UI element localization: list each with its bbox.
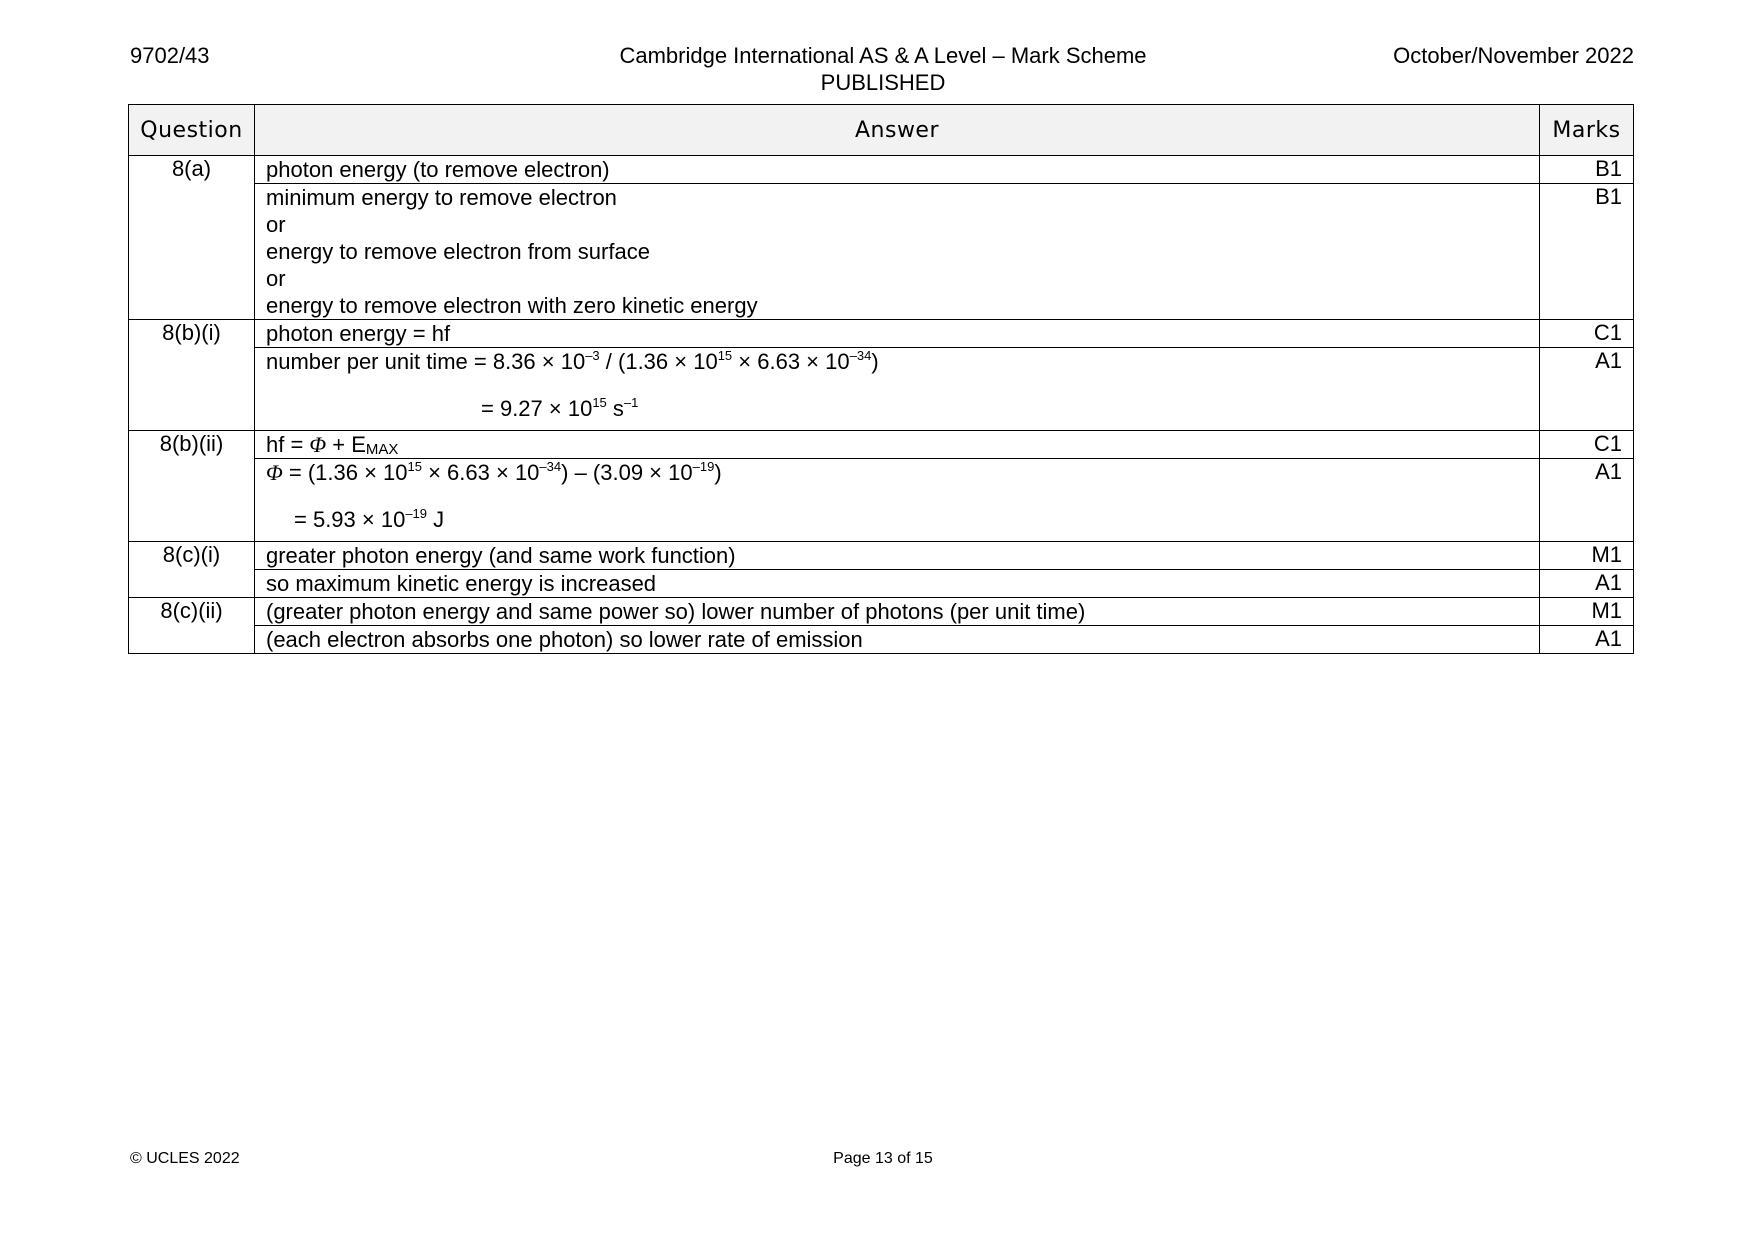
- phi-symbol: Φ: [266, 460, 283, 485]
- column-header-answer: Answer: [255, 105, 1540, 156]
- exponent: –34: [849, 348, 872, 363]
- answer-text: photon energy = hf: [266, 321, 451, 346]
- paper-code: 9702/43: [130, 43, 210, 68]
- exponent: 15: [717, 348, 733, 363]
- exponent: –34: [539, 459, 562, 474]
- equation-text: J: [427, 507, 445, 532]
- equation-text: ): [714, 460, 722, 485]
- column-header-marks: Marks: [1540, 105, 1634, 156]
- table-row: [129, 156, 1634, 184]
- table-row: [129, 320, 1634, 348]
- answer-text: photon energy (to remove electron): [266, 157, 610, 182]
- answer-text: so maximum kinetic energy is increased: [266, 571, 657, 596]
- exponent: –1: [623, 395, 639, 410]
- answer-line: energy to remove electron with zero kinetic energy: [266, 293, 758, 318]
- mark-cell: A1: [1540, 348, 1634, 431]
- mark-cell: C1: [1540, 431, 1634, 459]
- answer-equation-line: [266, 459, 1528, 486]
- mark-cell: A1: [1540, 626, 1634, 654]
- question-number: 8(c)(ii): [129, 598, 255, 654]
- answer-line: or: [266, 212, 286, 237]
- answer-cell: [255, 542, 1540, 570]
- equation-text: = 5.93 × 10: [294, 507, 406, 532]
- answer-cell: [255, 320, 1540, 348]
- exponent: 15: [407, 459, 422, 474]
- exponent: –3: [585, 348, 600, 363]
- exam-session: October/November 2022: [1393, 43, 1634, 68]
- equation-text: × 6.63 × 10: [732, 349, 850, 374]
- answer-equation-line: [266, 348, 1528, 375]
- exponent: –19: [405, 506, 428, 521]
- answer-cell: [255, 626, 1540, 654]
- equation-text: × 6.63 × 10: [421, 460, 540, 485]
- answer-result-line: [266, 395, 1528, 422]
- mark-cell: M1: [1540, 598, 1634, 626]
- answer-cell: [255, 570, 1540, 598]
- question-number: 8(b)(i): [129, 320, 255, 431]
- answer-cell: [255, 348, 1540, 431]
- table-row: [129, 542, 1634, 570]
- phi-symbol: Φ: [309, 432, 327, 457]
- answer-result-line: [266, 506, 1528, 533]
- equation-text: s: [606, 396, 624, 421]
- document-title: Cambridge International AS & A Level – Mark Scheme: [619, 43, 1147, 68]
- table-row: [129, 184, 1634, 320]
- document-subtitle: PUBLISHED: [820, 70, 946, 95]
- mark-cell: C1: [1540, 320, 1634, 348]
- mark-scheme-table: [128, 104, 1634, 654]
- subscript: MAX: [365, 441, 399, 458]
- equation-text: ): [871, 349, 879, 374]
- table-row: [129, 431, 1634, 459]
- column-header-question: Question: [129, 105, 255, 156]
- answer-cell: [255, 598, 1540, 626]
- equation-text: + E: [326, 432, 366, 457]
- table-row: [129, 348, 1634, 431]
- table-row: [129, 570, 1634, 598]
- table-row: [129, 626, 1634, 654]
- question-number: 8(a): [129, 156, 255, 320]
- answer-cell: [255, 156, 1540, 184]
- exponent: 15: [592, 395, 607, 410]
- equation-text: number per unit time = 8.36 × 10: [266, 349, 586, 374]
- equation-text: hf =: [266, 432, 310, 457]
- question-number: 8(b)(ii): [129, 431, 255, 542]
- table-row: [129, 459, 1634, 542]
- answer-cell: [255, 459, 1540, 542]
- table-header-row: [129, 105, 1634, 156]
- answer-line: energy to remove electron from surface: [266, 239, 650, 264]
- mark-cell: B1: [1540, 156, 1634, 184]
- answer-text: (greater photon energy and same power so) lower number of photons (per unit time): [266, 599, 1086, 624]
- answer-text: (each electron absorbs one photon) so lower rate of emission: [266, 627, 863, 652]
- equation-text: / (1.36 × 10: [599, 349, 718, 374]
- answer-text: greater photon energy (and same work function): [266, 543, 736, 568]
- equation-text: = 9.27 × 10: [481, 396, 593, 421]
- copyright-notice: © UCLES 2022: [130, 1150, 240, 1167]
- page-number: Page 13 of 15: [833, 1150, 933, 1167]
- exponent: –19: [692, 459, 715, 474]
- question-number: 8(c)(i): [129, 542, 255, 598]
- mark-cell: A1: [1540, 459, 1634, 542]
- answer-cell: [255, 431, 1540, 459]
- mark-cell: A1: [1540, 570, 1634, 598]
- answer-line: minimum energy to remove electron: [266, 185, 617, 210]
- mark-cell: M1: [1540, 542, 1634, 570]
- answer-cell: [255, 184, 1540, 320]
- equation-text: ) – (3.09 × 10: [561, 460, 693, 485]
- table-row: [129, 598, 1634, 626]
- answer-line: or: [266, 266, 286, 291]
- mark-cell: B1: [1540, 184, 1634, 320]
- equation-text: = (1.36 × 10: [282, 460, 408, 485]
